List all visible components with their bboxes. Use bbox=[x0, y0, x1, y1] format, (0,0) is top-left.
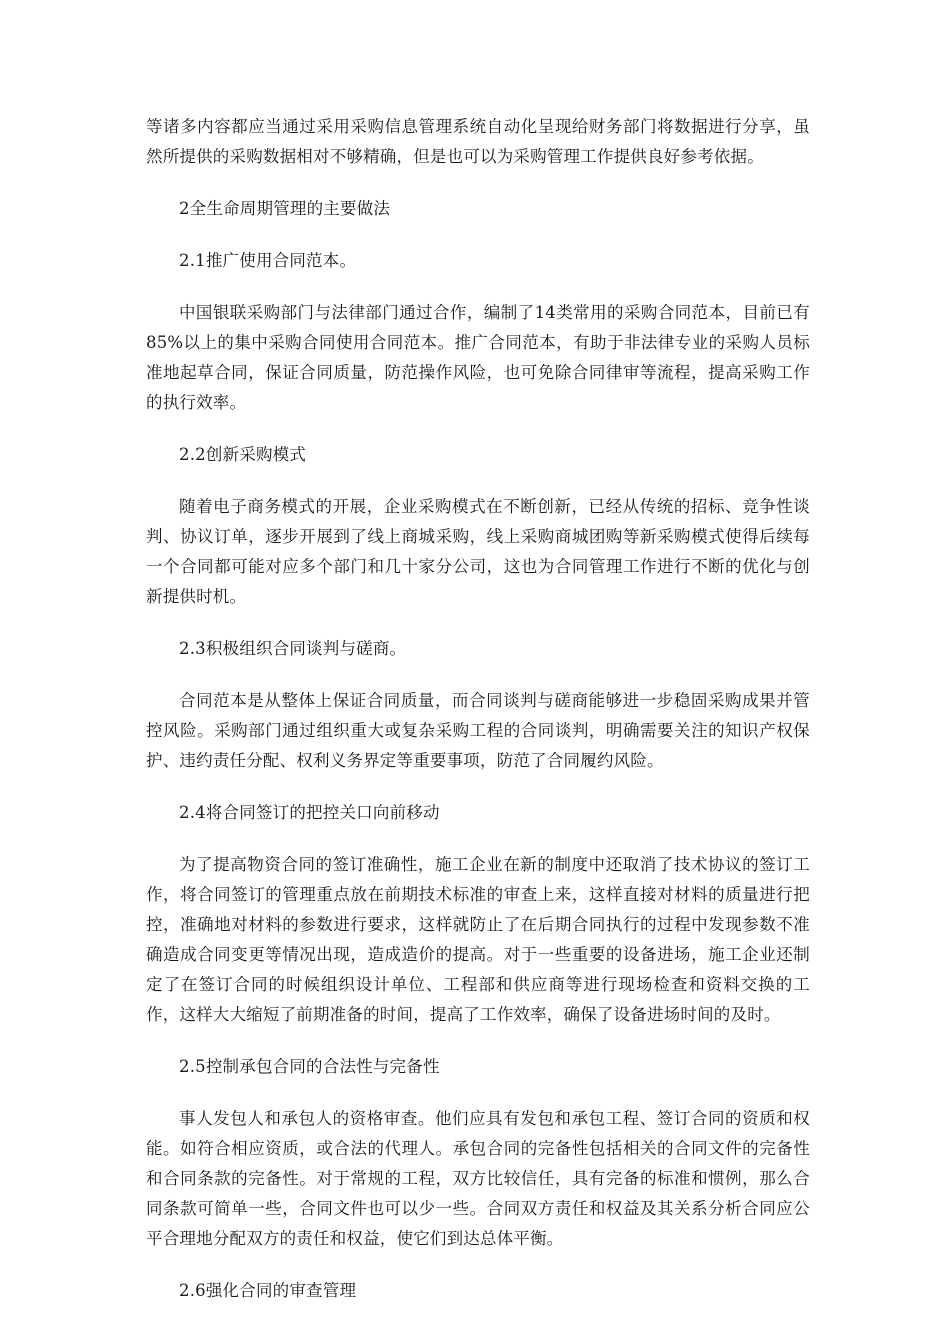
subsection-body-2-1: 中国银联采购部门与法律部门通过合作，编制了14类常用的采购合同范本，目前已有85%以上的集中采购合同使用合同范本。推广合同范本，有助于非法律专业的采购人员标准地起草合同，保证合同质量，防范操作风险，也可免除合同律审等流程，提高采购工作的执行效率。 bbox=[146, 303, 810, 412]
subsection-heading-2-3: 2.3积极组织合同谈判与磋商。 bbox=[179, 639, 407, 658]
subsection-heading-2-6: 2.6强化合同的审查管理 bbox=[179, 1281, 357, 1300]
subsection-heading-2-4: 2.4将合同签订的把控关口向前移动 bbox=[179, 803, 440, 822]
document-body bbox=[146, 112, 810, 1306]
subsection-heading-2-5: 2.5控制承包合同的合法性与完备性 bbox=[179, 1057, 440, 1076]
section-title: 2全生命周期管理的主要做法 bbox=[179, 199, 391, 218]
subsection-body-2-2: 随着电子商务模式的开展，企业采购模式在不断创新，已经从传统的招标、竞争性谈判、协议订单，逐步开展到了线上商城采购，线上采购商城团购等新采购模式使得后续每一个合同都可能对应多个部门和几十家分公司，这也为合同管理工作进行不断的优化与创新提供时机。 bbox=[146, 497, 810, 606]
subsection-heading-2-2: 2.2创新采购模式 bbox=[179, 445, 307, 464]
subsection-heading-2-1: 2.1推广使用合同范本。 bbox=[179, 251, 357, 270]
subsection-body-2-3: 合同范本是从整体上保证合同质量，而合同谈判与磋商能够进一步稳固采购成果并管控风险。采购部门通过组织重大或复杂采购工程的合同谈判，明确需要关注的知识产权保护、违约责任分配、权利义务界定等重要事项，防范了合同履约风险。 bbox=[146, 691, 810, 770]
intro-paragraph: 等诸多内容都应当通过采用采购信息管理系统自动化呈现给财务部门将数据进行分享，虽然所提供的采购数据相对不够精确，但是也可以为采购管理工作提供良好参考依据。 bbox=[146, 117, 810, 166]
subsection-body-2-5: 事人发包人和承包人的资格审查。他们应具有发包和承包工程、签订合同的资质和权能。如符合相应资质，或合法的代理人。承包合同的完备性包括相关的合同文件的完备性和合同条款的完备性。对于常规的工程，双方比较信任，具有完备的标准和惯例，那么合同条款可简单一些，合同文件也可以少一些。合同双方责任和权益及其关系分析合同应公平合理地分配双方的责任和权益，使它们到达总体平衡。 bbox=[146, 1109, 810, 1248]
subsection-body-2-4: 为了提高物资合同的签订准确性，施工企业在新的制度中还取消了技术协议的签订工作，将合同签订的管理重点放在前期技术标准的审查上来，这样直接对材料的质量进行把控，准确地对材料的参数进行要求，这样就防止了在后期合同执行的过程中发现参数不准确造成合同变更等情况出现，造成造价的提高。对于一些重要的设备进场，施工企业还制定了在签订合同的时候组织设计单位、工程部和供应商等进行现场检查和资料交换的工作，这样大大缩短了前期准备的时间，提高了工作效率，确保了设备进场时间的及时。 bbox=[146, 855, 810, 1024]
